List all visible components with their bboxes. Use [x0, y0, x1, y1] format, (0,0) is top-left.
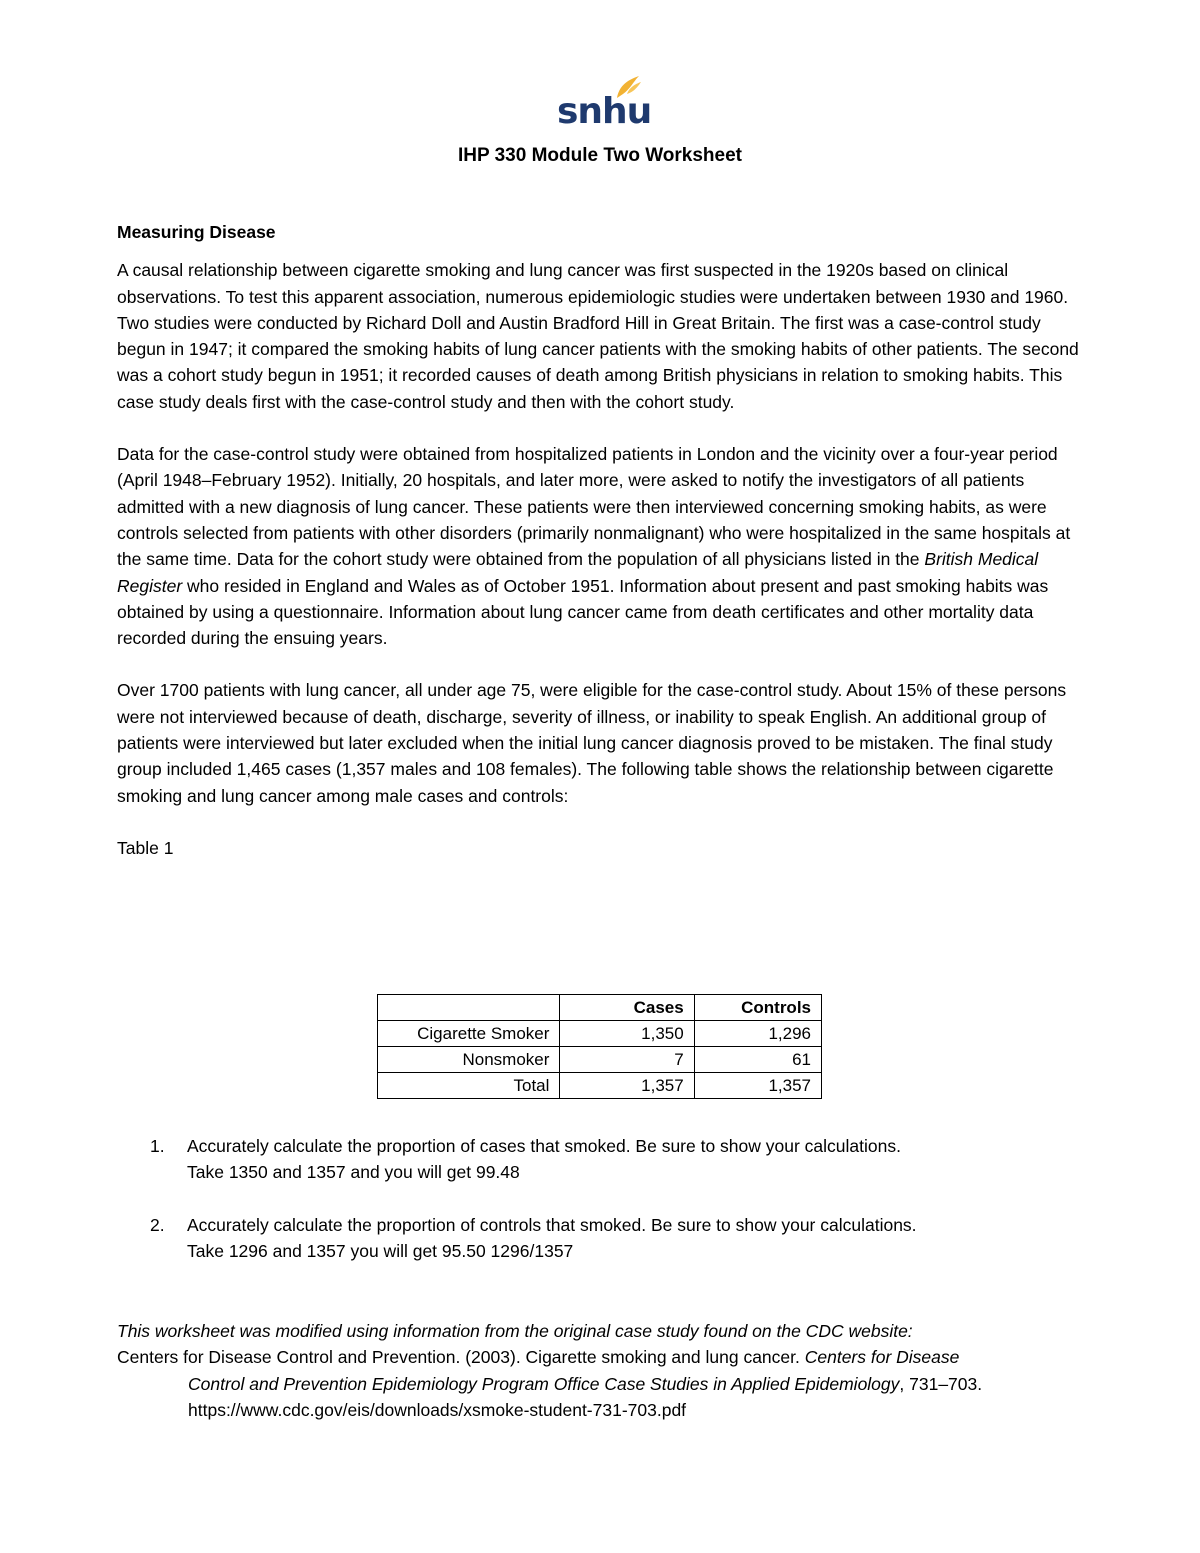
page-title: IHP 330 Module Two Worksheet — [457, 145, 742, 166]
table-label: Table 1 — [117, 837, 174, 858]
register-title: British Medical Register — [117, 549, 1039, 596]
question-prompt: Accurately calculate the proportion of controls that smoked. Be sure to show your calculations. — [187, 1214, 917, 1235]
row-label: Total — [378, 1073, 560, 1099]
row-label: Cigarette Smoker — [378, 1021, 560, 1047]
table-header-cases: Cases — [560, 995, 694, 1021]
table-header-cell — [378, 995, 560, 1021]
paragraph-data-sources — [117, 441, 1085, 651]
questions-list — [117, 1133, 1085, 1290]
cases-value: 1,350 — [560, 1021, 694, 1047]
logo-wordmark: snhu — [557, 91, 652, 132]
paragraph-intro: A causal relationship between cigarette smoking and lung cancer was first suspected in the 1920s based on clinical observations. To test this apparent association, numerous epidemiologic studies were undertaken between 1930 and 1960. Two studies were conducted by Richard Doll and Austin Bradford Hill in Great Britain. The first was a case-control study begun in 1947; it compared the smoking habits of lung cancer patients with the smoking habits of other patients. The second was a cohort study begun in 1951; it recorded causes of death among British physicians in relation to smoking habits. This case study deals first with the case-control study and then with the cohort study. — [117, 260, 1079, 412]
question-item — [117, 1212, 1085, 1265]
question-answer: Take 1350 and 1357 and you will get 99.48 — [187, 1162, 520, 1183]
question-answer: Take 1296 and 1357 you will get 95.50 1296/1357 — [187, 1240, 574, 1261]
snhu-logo — [555, 72, 652, 134]
row-label: Nonsmoker — [378, 1047, 560, 1073]
source-note: This worksheet was modified using information from the original case study found on the CDC website: — [117, 1321, 913, 1341]
section-heading: Measuring Disease — [117, 222, 276, 242]
paragraph-study-group: Over 1700 patients with lung cancer, all under age 75, were eligible for the case-control study. About 15% of these persons were not interviewed because of death, discharge, severity of illness, or inability to speak English. An additional group of patients were interviewed but later excluded when the initial lung cancer diagnosis proved to be mistaken. The final study group included 1,465 cases (1,357 males and 108 females). The following table shows the relationship between cigarette smoking and lung cancer among male cases and controls: — [117, 680, 1067, 806]
paragraph-data-sources-text: Data for the case-control study were obtained from hospitalized patients in London and the vicinity over a four-year period (April 1948–February 1952). Initially, 20 hospitals, and later more, were asked to notify the investigators of all patients admitted with a new diagnosis of lung cancer. These patients were then interviewed concerning smoking habits, as were controls selected from patients with other disorders (primarily nonmalignant) who were hospitalized in the same hospitals at the same time. Data for the cohort study were obtained from the population of all physicians listed in the — [117, 444, 1071, 570]
cases-value: 7 — [560, 1047, 694, 1073]
cases-value: 1,357 — [560, 1073, 694, 1099]
question-number: 1. — [150, 1136, 165, 1156]
table-header-row — [378, 995, 822, 1021]
reference-journal-start: Centers for Disease — [804, 1347, 960, 1368]
table-row — [378, 1047, 822, 1073]
reference-journal: Control and Prevention Epidemiology Program Office Case Studies in Applied Epidemiology — [188, 1373, 900, 1394]
question-number: 2. — [150, 1214, 165, 1235]
paragraph-data-sources-text-end: who resided in England and Wales as of October 1951. Information about present and past smoking habits was obtained by using a questionnaire. Information about lung cancer came from death certificates and other mortality data recorded during the ensuing years. — [117, 575, 1049, 649]
question-prompt: Accurately calculate the proportion of cases that smoked. Be sure to show your calculations. — [187, 1136, 901, 1156]
controls-value: 1,357 — [694, 1073, 821, 1099]
reference-url[interactable]: https://www.cdc.gov/eis/downloads/xsmoke-student-731-703.pdf — [188, 1399, 687, 1420]
controls-value: 61 — [694, 1047, 821, 1073]
references — [117, 1318, 1085, 1423]
worksheet-body — [117, 219, 1085, 861]
table-header-controls: Controls — [694, 995, 821, 1021]
table-row — [378, 1073, 822, 1099]
reference-entry — [117, 1344, 1085, 1370]
question-item — [117, 1133, 1085, 1186]
controls-value: 1,296 — [694, 1021, 821, 1047]
reference-pages: , 731–703. — [899, 1373, 983, 1394]
smoking-table — [377, 994, 822, 1099]
reference-lead: Centers for Disease Control and Prevention. (2003). Cigarette smoking and lung cancer. — [117, 1347, 805, 1368]
reference-continuation — [117, 1371, 1085, 1397]
table-row — [378, 1021, 822, 1047]
